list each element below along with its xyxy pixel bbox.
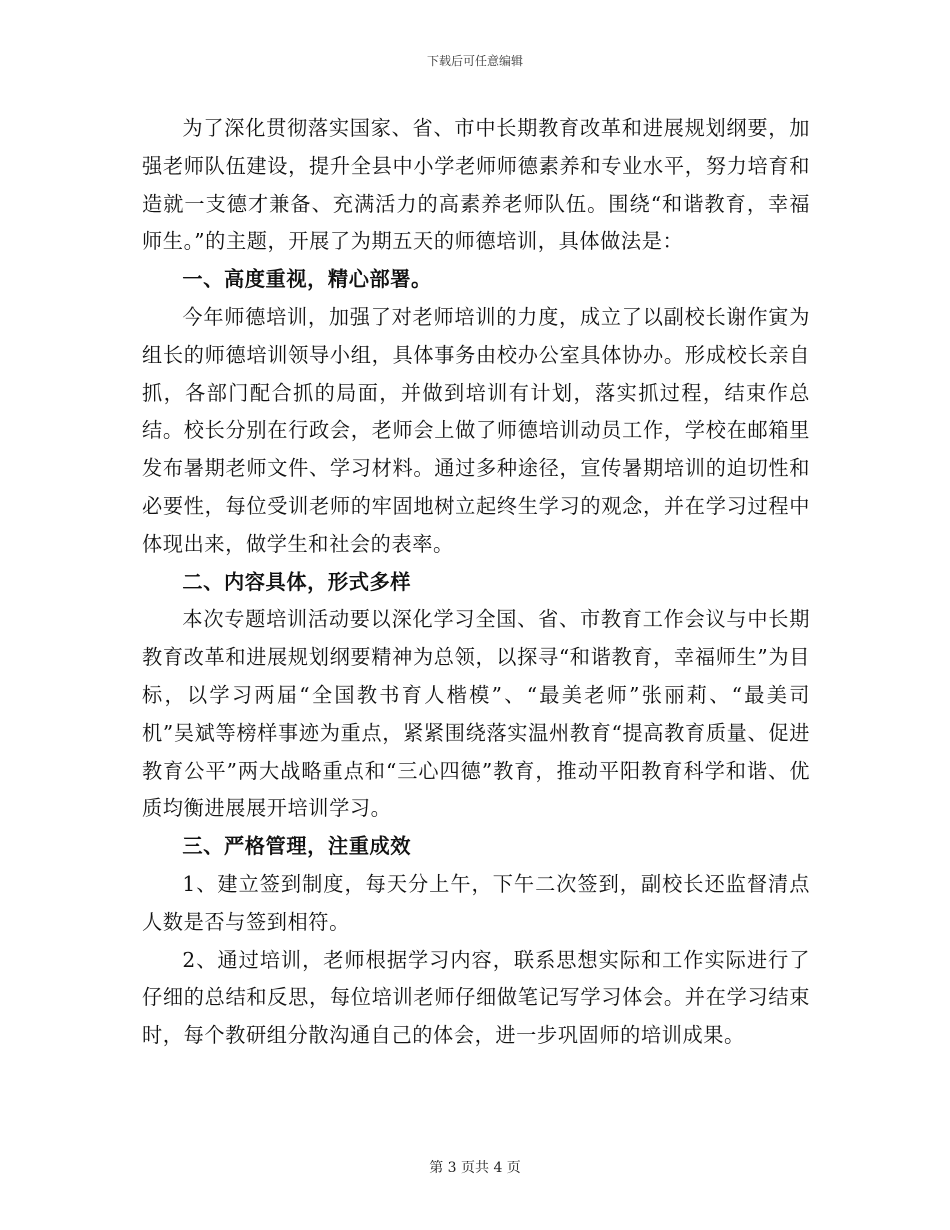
page-footer: 第 3 页共 4 页	[429, 1160, 521, 1176]
section-heading-2: 二、内容具体，形式多样	[182, 569, 412, 594]
intro-paragraph: 为了深化贯彻落实国家、省、市中长期教育改革和进展规划纲要，加强老师队伍建设，提升全县中小学老师师德素养和专业水平，努力培育和造就一支德才兼备、充满活力的高素养老师队伍。围绕“和谐教育，幸福师生。”的主题，开展了为期五天的师德培训，具体做法是：	[142, 116, 810, 254]
section-2-paragraph: 本次专题培训活动要以深化学习全国、省、市教育工作会议与中长期教育改革和进展规划纲要精神为总领，以探寻“和谐教育，幸福师生”为目标，以学习两届“全国教书育人楷模”、“最美老师”张丽莉、“最美司机”吴斌等榜样事迹为重点，紧紧围绕落实温州教育“提高教育质量、促进教育公平”两大战略重点和“三心四德”教育，推动平阳教育科学和谐、优质均衡进展展开培训学习。	[142, 607, 810, 821]
page-header: 下载后可任意编辑	[426, 54, 523, 68]
section-heading-1: 一、高度重视，精心部署。	[182, 267, 432, 292]
document-body	[142, 110, 810, 1055]
section-heading-3: 三、严格管理，注重成效	[182, 834, 412, 859]
section-3-item-1: 1、建立签到制度，每天分上午，下午二次签到，副校长还监督清点人数是否与签到相符。	[142, 871, 810, 934]
section-3-item-2: 2、通过培训，老师根据学习内容，联系思想实际和工作实际进行了仔细的总结和反思，每位培训老师仔细做笔记写学习体会。并在学习结束时，每个教研组分散沟通自己的体会，进一步巩固师的培训成果。	[142, 947, 810, 1048]
section-1-paragraph: 今年师德培训，加强了对老师培训的力度，成立了以副校长谢作寅为组长的师德培训领导小组，具体事务由校办公室具体协办。形成校长亲自抓，各部门配合抓的局面，并做到培训有计划，落实抓过程，结束作总结。校长分别在行政会，老师会上做了师德培训动员工作，学校在邮箱里发布暑期老师文件、学习材料。通过多种途径，宣传暑期培训的迫切性和必要性，每位受训老师的牢固地树立起终生学习的观念，并在学习过程中体现出来，做学生和社会的表率。	[142, 304, 810, 556]
